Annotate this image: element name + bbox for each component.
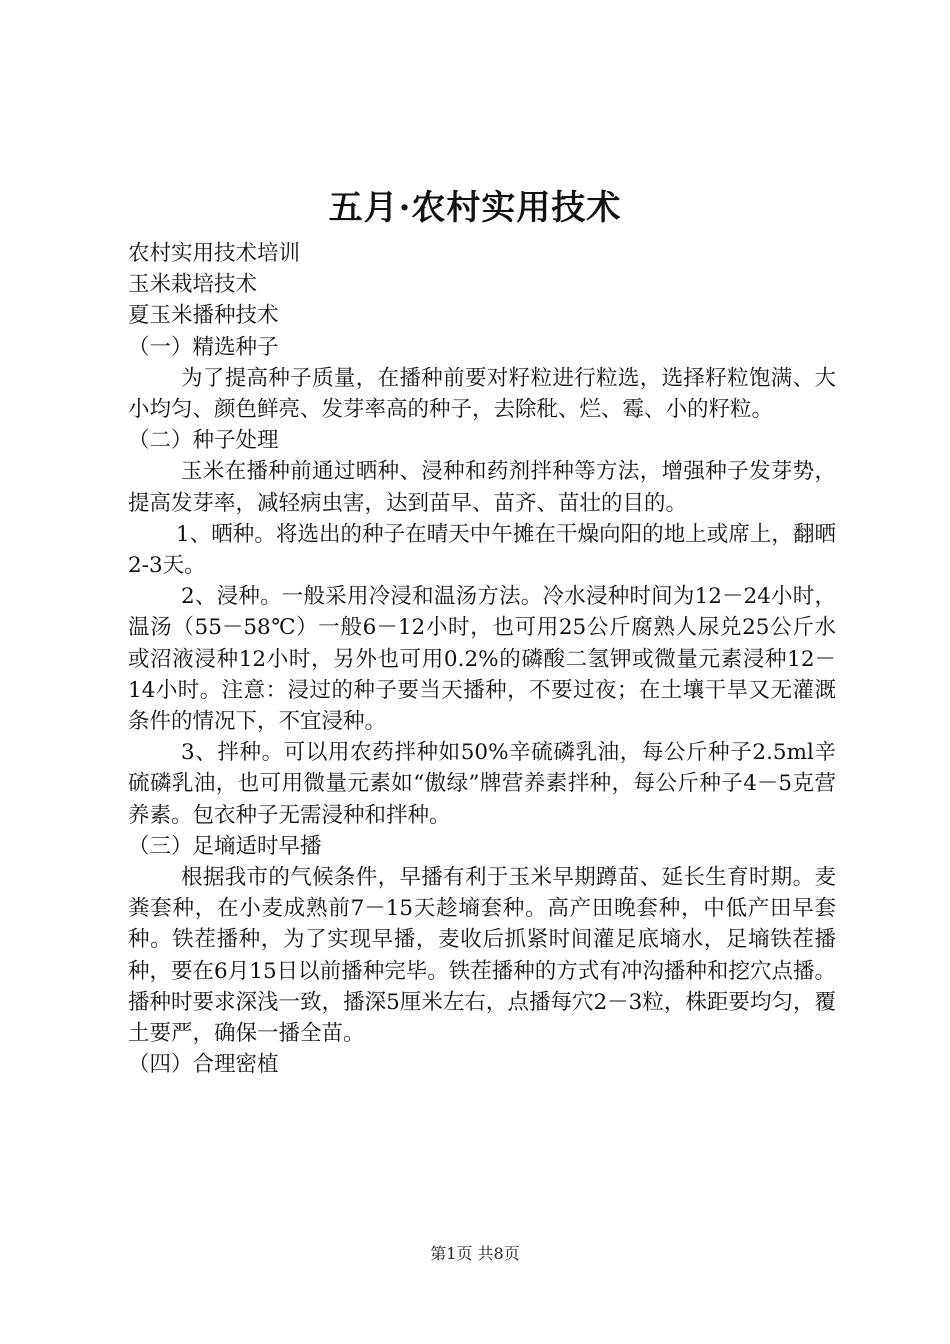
section-heading-3: （三）足墒适时早播 — [128, 833, 322, 859]
heading-training: 农村实用技术培训 — [128, 241, 301, 266]
page-number: 第1页 共8页 — [430, 1244, 520, 1263]
paragraph-soaking: 2、浸种。一般采用冷浸和温汤方法。冷水浸种时间为12－24小时，温汤（55－58℃）一般6－12小时，也可用25公斤腐熟人尿兑25公斤水或沼液浸种12小时，另外也可用0.2%的磷酸二氢钾或微量元素浸种12－14小时。注意：浸过的种子要当天播种，不要过夜；在土壤干旱又无灌溉条件的情况下，不宜浸种。 — [128, 584, 836, 735]
paragraph-seed-treatment: 玉米在播种前通过晒种、浸种和药剂拌种等方法，增强种子发芽势，提高发芽率，减轻病虫害，达到苗早、苗齐、苗壮的目的。 — [128, 459, 836, 516]
section-heading-2: （二）种子处理 — [128, 428, 279, 454]
heading-corn-cultivation: 玉米栽培技术 — [128, 272, 258, 298]
document-body — [128, 238, 836, 1080]
paragraph-seed-dressing: 3、拌种。可以用农药拌种如50%辛硫磷乳油，每公斤种子2.5ml辛硫磷乳油，也可用微量元素如“傲绿”牌营养素拌种，每公斤种子4－5克营养素。包衣种子无需浸种和拌种。 — [128, 740, 836, 828]
section-heading-1: （一）精选种子 — [128, 334, 279, 360]
paragraph-sun-drying: 1、晒种。将选出的种子在晴天中午摊在干燥向阳的地上或席上，翻晒2-3天。 — [128, 521, 836, 579]
paragraph-seed-selection: 为了提高种子质量，在播种前要对籽粒进行粒选，选择籽粒饱满、大小均匀、颜色鲜亮、发芽率高的种子，去除秕、烂、霉、小的籽粒。 — [128, 365, 836, 423]
heading-summer-sowing: 夏玉米播种技术 — [128, 303, 279, 329]
document-title: 五月·农村实用技术 — [328, 188, 622, 228]
paragraph-early-sowing: 根据我市的气候条件，早播有利于玉米早期蹲苗、延长生育时期。麦粪套种，在小麦成熟前7－15天趁墒套种。高产田晚套种，中低产田早套种。铁茬播种，为了实现早播，麦收后抓紧时间灌足底墒水，足墒铁茬播种，要在6月15日以前播种完毕。铁茬播种的方式有冲沟播种和挖穴点播。播种时要求深浅一致，播深5厘米左右，点播每穴2－3粒，株距要均匀，覆土要严，确保一播全苗。 — [128, 865, 836, 1047]
section-heading-4: （四）合理密植 — [128, 1052, 279, 1078]
